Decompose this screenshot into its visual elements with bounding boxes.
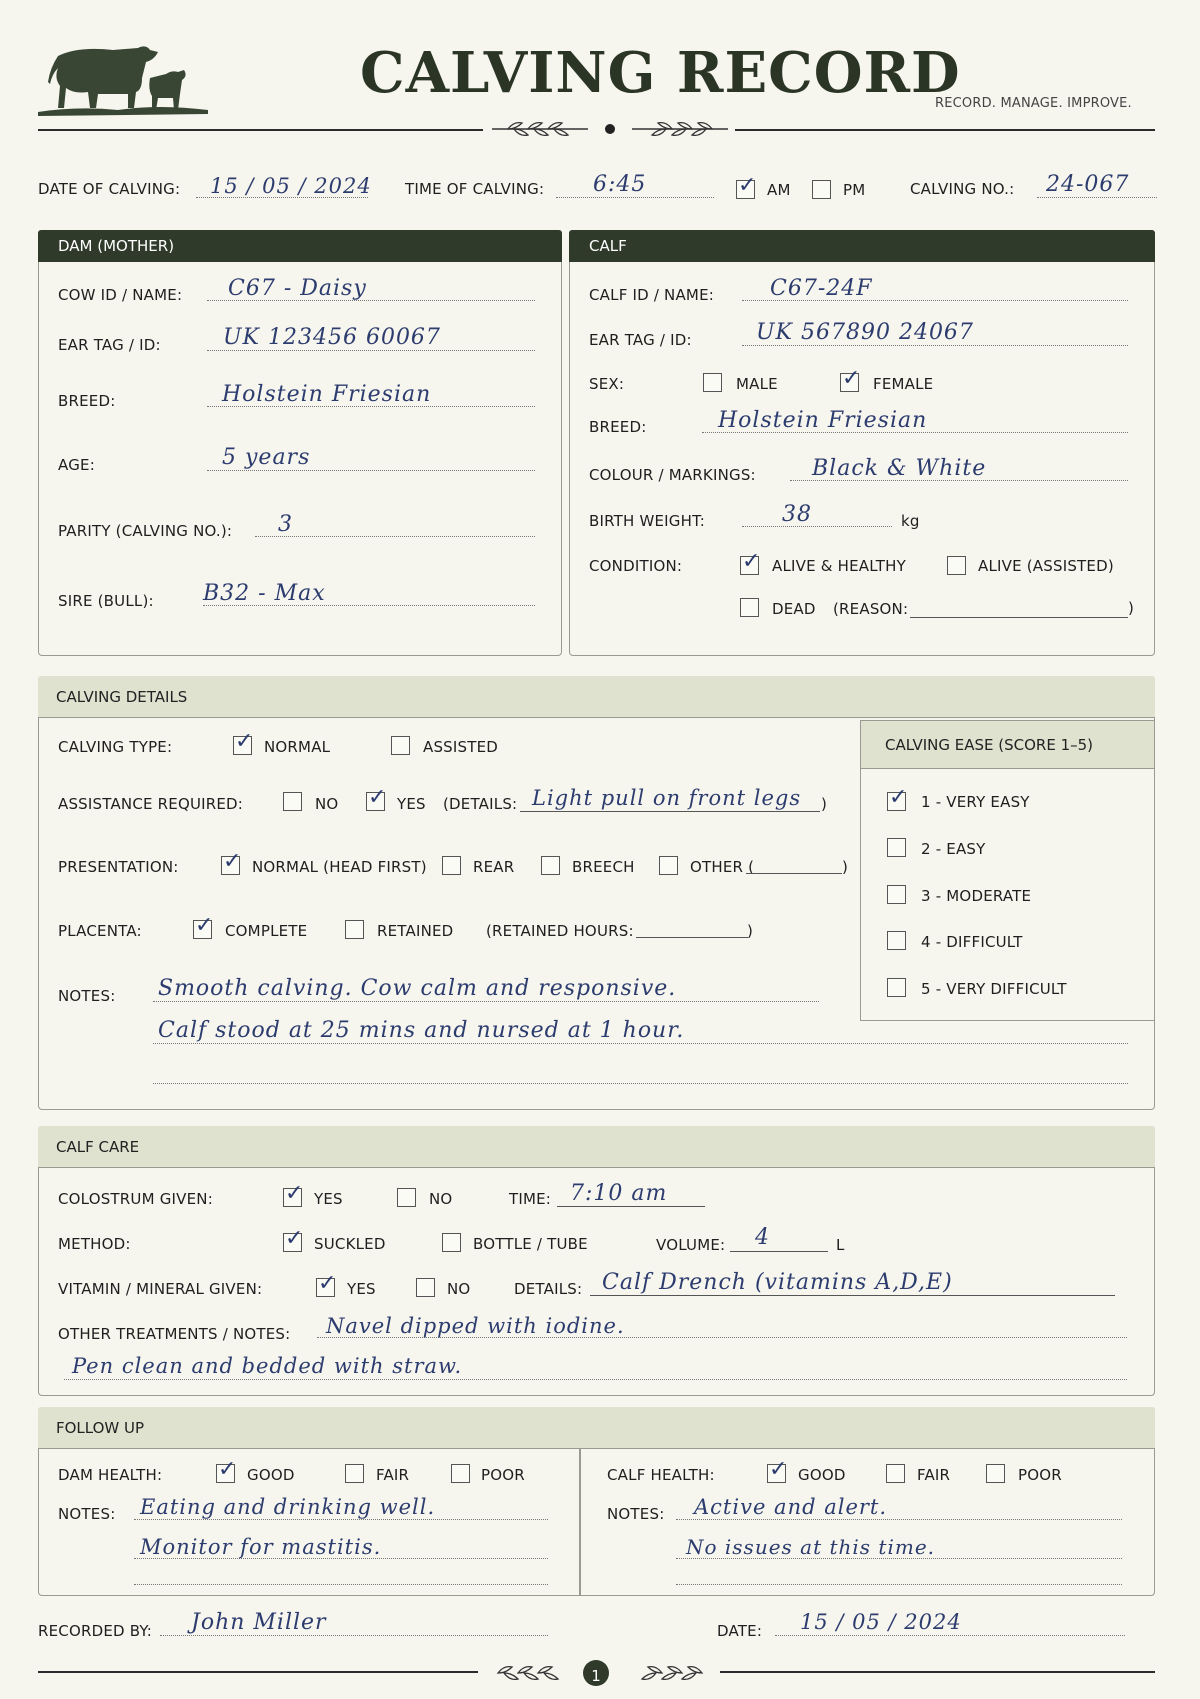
alive-healthy-label: ALIVE & HEALTHY (772, 557, 906, 575)
dam-ear-tag-label: EAR TAG / ID: (58, 336, 161, 354)
cow-and-calf-icon (38, 38, 218, 120)
details-notes-label: NOTES: (58, 987, 116, 1005)
calf-notes-1[interactable]: Active and alert. (694, 1495, 888, 1519)
other-treatments-2[interactable]: Pen clean and bedded with straw. (72, 1354, 463, 1378)
female-check-icon: ✓ (842, 366, 861, 391)
calf-poor-label: POOR (1018, 1466, 1062, 1484)
calving-ease-header: CALVING EASE (SCORE 1–5) (861, 721, 1154, 769)
dam-health-label: DAM HEALTH: (58, 1466, 163, 1484)
calf-breed-label: BREED: (589, 418, 647, 436)
follow-up-header: FOLLOW UP (38, 1407, 1155, 1449)
colostrum-yes-label: YES (314, 1190, 343, 1208)
recorded-by-value[interactable]: John Miller (191, 1610, 327, 1635)
other-presentation-checkbox[interactable] (659, 856, 678, 875)
suckled-check-icon: ✓ (285, 1226, 304, 1251)
assist-details-value[interactable]: Light pull on front legs (532, 786, 802, 810)
colostrum-label: COLOSTRUM GIVEN: (58, 1190, 213, 1208)
breech-label: BREECH (572, 858, 635, 876)
vitamin-no-checkbox[interactable] (416, 1278, 435, 1297)
time-of-calving-label: TIME OF CALVING: (405, 180, 545, 198)
male-label: MALE (736, 375, 778, 393)
ease-1-label: 1 - VERY EASY (921, 793, 1030, 811)
calf-good-label: GOOD (798, 1466, 846, 1484)
assist-no-checkbox[interactable] (283, 792, 302, 811)
retained-label: RETAINED (377, 922, 454, 940)
assist-no-label: NO (315, 795, 339, 813)
calf-fair-label: FAIR (917, 1466, 951, 1484)
normal-type-check-icon: ✓ (235, 729, 254, 754)
calving-no-label: CALVING NO.: (910, 180, 1015, 198)
colostrum-time-label: TIME: (509, 1190, 552, 1208)
calving-type-label: CALVING TYPE: (58, 738, 173, 756)
page-title: CALVING RECORD (360, 40, 961, 106)
date-of-calving-value[interactable]: 15 / 05 / 2024 (210, 174, 372, 198)
vitamin-details-value[interactable]: Calf Drench (vitamins A,D,E) (602, 1270, 953, 1295)
ease-4-checkbox[interactable] (887, 931, 906, 950)
assistance-label: ASSISTANCE REQUIRED: (58, 795, 244, 813)
page-number: 1 (591, 1667, 601, 1685)
calf-notes-2[interactable]: No issues at this time. (686, 1535, 936, 1559)
placenta-label: PLACENTA: (58, 922, 142, 940)
follow-up-divider (579, 1449, 581, 1596)
pm-label: PM (843, 181, 866, 199)
dead-label: DEAD (772, 600, 816, 618)
colostrum-yes-check-icon: ✓ (285, 1181, 304, 1206)
dam-notes-line-3 (134, 1583, 548, 1585)
cow-id-label: COW ID / NAME: (58, 286, 183, 304)
footer-rule-left (38, 1671, 478, 1673)
calving-details-header: CALVING DETAILS (38, 676, 1155, 718)
dam-notes-1[interactable]: Eating and drinking well. (140, 1495, 436, 1519)
alive-assisted-checkbox[interactable] (947, 556, 966, 575)
laurel-divider-icon (488, 116, 732, 142)
details-notes-1[interactable]: Smooth calving. Cow calm and responsive. (158, 976, 677, 1001)
colostrum-no-label: NO (429, 1190, 453, 1208)
ease-2-checkbox[interactable] (887, 838, 906, 857)
ease-4-label: 4 - DIFFICULT (921, 933, 1023, 951)
assist-details-label: (DETAILS: (443, 795, 518, 813)
volume-value[interactable]: 4 (755, 1225, 770, 1250)
male-checkbox[interactable] (703, 373, 722, 392)
header-rule-left (38, 129, 483, 131)
birth-weight-value[interactable]: 38 (782, 502, 812, 527)
bottle-checkbox[interactable] (442, 1233, 461, 1252)
reason-label: (REASON: (833, 600, 909, 618)
volume-line (730, 1251, 828, 1252)
calf-notes-label: NOTES: (607, 1505, 665, 1523)
female-label: FEMALE (873, 375, 934, 393)
retained-hours-close: ) (747, 922, 754, 940)
footer-date-value[interactable]: 15 / 05 / 2024 (800, 1610, 962, 1634)
colostrum-time-value[interactable]: 7:10 am (570, 1181, 668, 1206)
bottle-label: BOTTLE / TUBE (473, 1235, 588, 1253)
am-check-icon: ✓ (738, 173, 757, 198)
method-label: METHOD: (58, 1235, 131, 1253)
colour-value[interactable]: Black & White (812, 456, 987, 481)
other-treatments-line-2 (64, 1378, 1127, 1380)
calf-id-label: CALF ID / NAME: (589, 286, 715, 304)
dam-poor-checkbox[interactable] (451, 1464, 470, 1483)
dead-checkbox[interactable] (740, 598, 759, 617)
retained-hours-line (636, 937, 748, 938)
footer-date-label: DATE: (717, 1622, 763, 1640)
head-first-label: NORMAL (HEAD FIRST) (252, 858, 427, 876)
dam-fair-label: FAIR (376, 1466, 410, 1484)
vitamin-yes-check-icon: ✓ (318, 1271, 337, 1296)
vitamin-details-label: DETAILS: (514, 1280, 583, 1298)
condition-label: CONDITION: (589, 557, 683, 575)
sire-value[interactable]: B32 - Max (203, 581, 326, 606)
assisted-type-checkbox[interactable] (391, 736, 410, 755)
details-notes-line-3 (153, 1082, 1128, 1084)
birth-weight-line (742, 525, 892, 527)
ease-1-check-icon: ✓ (889, 785, 908, 810)
dam-poor-label: POOR (481, 1466, 525, 1484)
rear-checkbox[interactable] (442, 856, 461, 875)
presentation-label: PRESENTATION: (58, 858, 179, 876)
dam-age-value[interactable]: 5 years (222, 445, 311, 470)
dam-breed-label: BREED: (58, 392, 116, 410)
ease-5-label: 5 - VERY DIFFICULT (921, 980, 1067, 998)
assisted-type-label: ASSISTED (423, 738, 499, 756)
parity-value[interactable]: 3 (278, 512, 293, 537)
ease-5-checkbox[interactable] (887, 978, 906, 997)
volume-unit: L (836, 1236, 845, 1254)
colostrum-no-checkbox[interactable] (397, 1188, 416, 1207)
calf-ear-tag-label: EAR TAG / ID: (589, 331, 692, 349)
calf-care-header: CALF CARE (38, 1126, 1155, 1168)
vitamin-no-label: NO (447, 1280, 471, 1298)
tagline: RECORD. MANAGE. IMPROVE. (935, 96, 1132, 111)
cow-id-value[interactable]: C67 - Daisy (228, 276, 367, 301)
vitamin-label: VITAMIN / MINERAL GIVEN: (58, 1280, 263, 1298)
am-label: AM (767, 181, 791, 199)
calf-ear-tag-value[interactable]: UK 567890 24067 (756, 320, 974, 345)
dam-good-check-icon: ✓ (218, 1457, 237, 1482)
birth-weight-unit: kg (901, 512, 920, 530)
dam-good-label: GOOD (247, 1466, 295, 1484)
alive-assisted-label: ALIVE (ASSISTED) (978, 557, 1114, 575)
other-treatments-label: OTHER TREATMENTS / NOTES: (58, 1325, 291, 1343)
other-treatments-1[interactable]: Navel dipped with iodine. (326, 1314, 625, 1338)
other-presentation-close: ) (842, 858, 849, 876)
ease-2-label: 2 - EASY (921, 840, 986, 858)
calf-good-check-icon: ✓ (769, 1457, 788, 1482)
volume-label: VOLUME: (656, 1236, 726, 1254)
colour-label: COLOUR / MARKINGS: (589, 466, 756, 484)
calf-id-value[interactable]: C67-24F (770, 276, 873, 301)
retained-hours-label: (RETAINED HOURS: (486, 922, 634, 940)
calf-breed-value[interactable]: Holstein Friesian (718, 408, 928, 433)
suckled-label: SUCKLED (314, 1235, 386, 1253)
calving-no-value[interactable]: 24-067 (1046, 172, 1130, 197)
head-first-check-icon: ✓ (223, 849, 242, 874)
complete-check-icon: ✓ (195, 913, 214, 938)
calf-fair-checkbox[interactable] (886, 1464, 905, 1483)
dam-notes-label: NOTES: (58, 1505, 116, 1523)
rear-label: REAR (473, 858, 515, 876)
assist-details-line (520, 811, 820, 812)
retained-checkbox[interactable] (345, 920, 364, 939)
dam-breed-value[interactable]: Holstein Friesian (222, 382, 432, 407)
calf-header: CALF (569, 230, 1155, 262)
vitamin-yes-label: YES (347, 1280, 376, 1298)
footer-date-line (775, 1634, 1125, 1636)
assist-yes-check-icon: ✓ (368, 785, 387, 810)
dam-ear-tag-value[interactable]: UK 123456 60067 (223, 325, 441, 350)
calf-poor-checkbox[interactable] (986, 1464, 1005, 1483)
normal-type-label: NORMAL (264, 738, 331, 756)
header-rule-right (735, 129, 1155, 131)
recorded-by-label: RECORDED BY: (38, 1622, 153, 1640)
vitamin-details-line (590, 1295, 1115, 1296)
assist-details-close: ) (821, 795, 828, 813)
dam-notes-2[interactable]: Monitor for mastitis. (140, 1535, 382, 1559)
sex-label: SEX: (589, 375, 625, 393)
breech-checkbox[interactable] (541, 856, 560, 875)
footer-rule-right (720, 1671, 1155, 1673)
date-of-calving-label: DATE OF CALVING: (38, 180, 181, 198)
parity-line (255, 535, 535, 537)
colostrum-time-line (557, 1206, 705, 1207)
parity-label: PARITY (CALVING NO.): (58, 522, 233, 540)
calf-notes-line-3 (676, 1583, 1122, 1585)
dam-fair-checkbox[interactable] (345, 1464, 364, 1483)
assist-yes-label: YES (397, 795, 426, 813)
calf-health-label: CALF HEALTH: (607, 1466, 715, 1484)
reason-line (910, 617, 1128, 618)
time-of-calving-value[interactable]: 6:45 (593, 172, 647, 197)
sire-label: SIRE (BULL): (58, 592, 154, 610)
reason-close: ) (1128, 599, 1135, 617)
other-presentation-label: OTHER ( (690, 858, 755, 876)
dam-age-label: AGE: (58, 456, 95, 474)
birth-weight-label: BIRTH WEIGHT: (589, 512, 706, 530)
dam-header: DAM (MOTHER) (38, 230, 562, 262)
complete-label: COMPLETE (225, 922, 308, 940)
alive-healthy-check-icon: ✓ (742, 549, 761, 574)
pm-checkbox[interactable] (812, 180, 831, 199)
ease-3-checkbox[interactable] (887, 885, 906, 904)
other-presentation-line (746, 873, 842, 874)
details-notes-2[interactable]: Calf stood at 25 mins and nursed at 1 hour. (158, 1018, 685, 1043)
ease-3-label: 3 - MODERATE (921, 887, 1032, 905)
